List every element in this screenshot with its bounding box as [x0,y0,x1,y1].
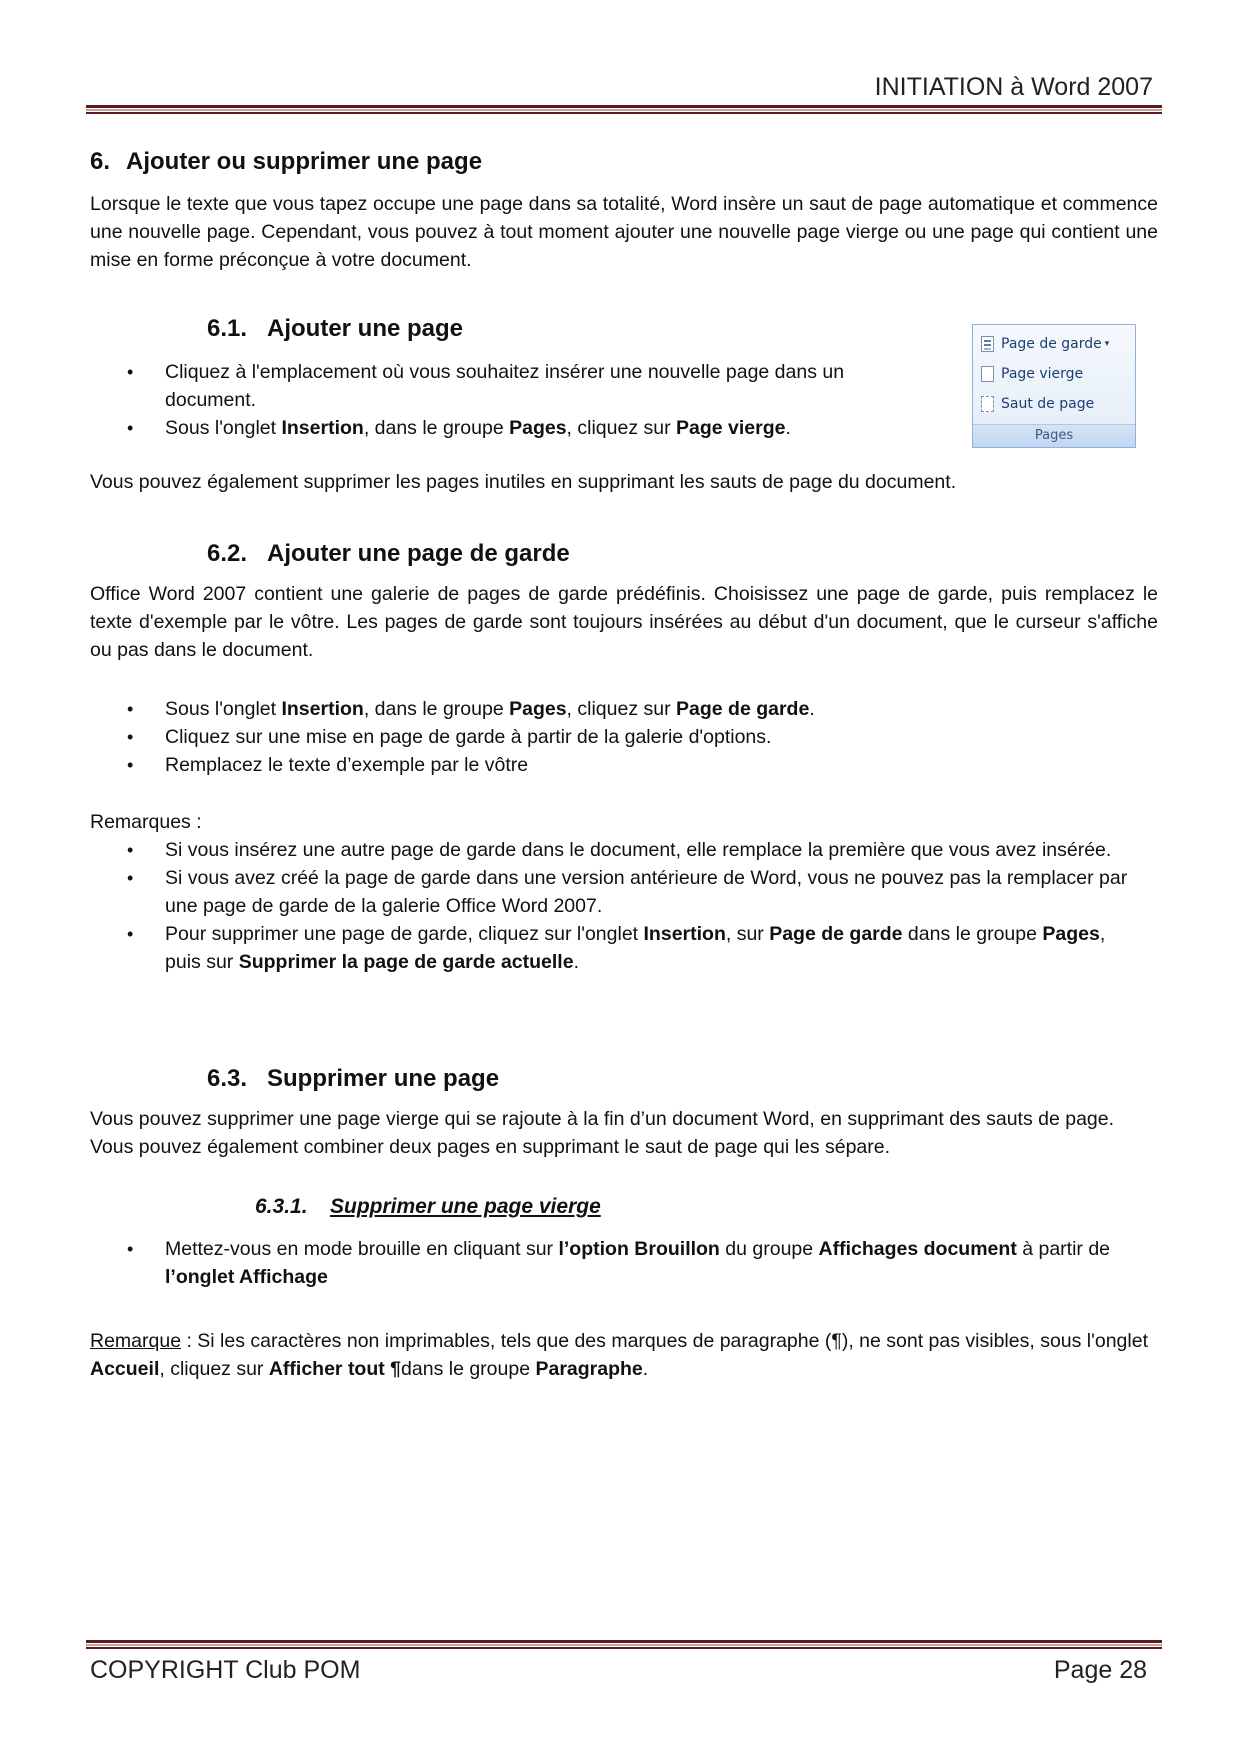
section-6-3-intro: Vous pouvez supprimer une page vierge qui se rajoute à la fin d’un document Word, en supprimant des sauts de page. Vous pouvez également combiner deux pages en supprimant le saut de page qui les sépare. [90,1108,1115,1158]
list-item: • Remplacez le texte d’exemple par le vôtre [90,751,1158,779]
list-item: • Si vous insérez une autre page de garde dans le document, elle remplace la première que vous avez insérée. [90,836,1130,864]
footer-copyright: COPYRIGHT Club POM [90,1656,361,1684]
pilcrow-icon: ¶ [390,1358,402,1380]
remarque-paragraph: Remarque : Si les caractères non imprimables, tels que des marques de paragraphe (¶), ne sont pas visibles, sous l'onglet Accueil, cliquez sur Afficher tout ¶dans le groupe Paragraphe. [90,1330,1148,1380]
list-item: • Cliquez sur une mise en page de garde à partir de la galerie d'options. [90,723,1158,751]
section-6-intro: Lorsque le texte que vous tapez occupe une page dans sa totalité, Word insère un saut de page automatique et commence une nouvelle page. Cependant, vous pouvez à tout moment ajouter une nouvelle page vierge ou une page qui contient une mise en forme préconçue à votre document. [90,193,1158,271]
list-item: • Cliquez à l'emplacement où vous souhaitez insérer une nouvelle page dans un document. [90,358,920,414]
section-6-3-1-list [90,1235,1158,1291]
list-item: • Sous l'onglet Insertion, dans le groupe Pages, cliquez sur Page vierge. [90,414,920,442]
footer-rule [86,1640,1162,1649]
blank-page-icon [981,366,994,382]
ribbon-pages-group [972,324,1136,448]
list-item: • Sous l'onglet Insertion, dans le groupe Pages, cliquez sur Page de garde. [90,695,1158,723]
section-6-heading: 6. Ajouter ou supprimer une page [90,148,483,175]
section-6-2-heading: 6.2. Ajouter une page de garde [207,540,570,567]
cover-page-icon [981,336,994,352]
section-6-3-heading: 6.3. Supprimer une page [207,1065,500,1092]
section-6-1-heading: 6.1. Ajouter une page [207,315,464,342]
list-item: • Mettez-vous en mode brouille en cliquant sur l’option Brouillon du groupe Affichages document à partir de l’onglet Affichage [90,1235,1158,1291]
page-vierge-button[interactable]: Page vierge [981,363,1083,385]
page-number: Page 28 [1053,1656,1147,1684]
header-rule [86,105,1162,114]
list-item: • Pour supprimer une page de garde, cliquez sur l'onglet Insertion, sur Page de garde dans le groupe Pages, puis sur Supprimer la page de garde actuelle. [90,920,1130,976]
section-6-2-intro: Office Word 2007 contient une galerie de pages de garde prédéfinis. Choisissez une page de garde, puis remplacez le texte d'exemple par le vôtre. Les pages de garde sont toujours insérées au début d'un document, que le curseur s'affiche ou pas dans le document. [90,583,1158,661]
dropdown-caret-icon: ▾ [1104,339,1110,349]
ribbon-group-label: Pages [973,424,1135,447]
remarks-label: Remarques : [90,811,202,833]
section-6-2-list [90,695,1158,779]
section-6-1-list [90,358,920,442]
saut-de-page-button[interactable]: Saut de page [981,393,1094,415]
list-item: • Si vous avez créé la page de garde dans une version antérieure de Word, vous ne pouvez pas la remplacer par une page de garde de la galerie Office Word 2007. [90,864,1130,920]
section-6-3-1-heading: 6.3.1. Supprimer une page vierge [255,1195,601,1218]
section-6-1-after: Vous pouvez également supprimer les pages inutiles en supprimant les sauts de page du document. [90,471,957,493]
page-break-icon [981,396,994,412]
remarks-list [90,836,1130,976]
header-title: INITIATION à Word 2007 [874,73,1153,101]
page-de-garde-button[interactable]: Page de garde ▾ [981,333,1109,355]
